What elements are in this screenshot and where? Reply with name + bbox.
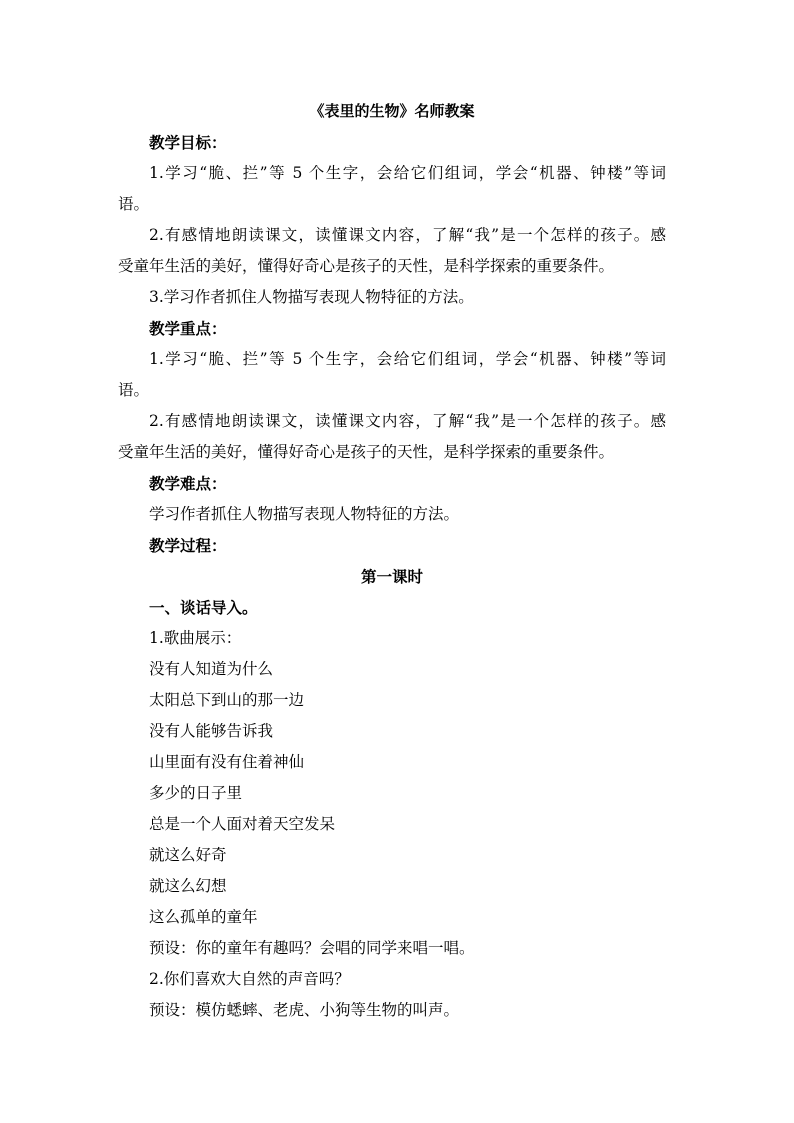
song-line: 多少的日子里 <box>149 784 243 802</box>
key-point-1-line-1: 1.学习“脆、拦”等 5 个生字，会给它们组词，学会“机器、钟楼”等词 <box>149 350 666 368</box>
song-line: 这么孤单的童年 <box>149 908 258 926</box>
lesson-title: 第一课时 <box>360 567 423 586</box>
song-line: 山里面有没有住着神仙 <box>149 753 305 771</box>
key-points-heading: 教学重点： <box>149 319 227 338</box>
preset-1: 预设：你的童年有趣吗？会唱的同学来唱一唱。 <box>149 939 475 957</box>
song-intro: 1.歌曲展示： <box>149 629 242 647</box>
objectives-heading: 教学目标： <box>149 133 227 152</box>
key-point-1-line-2: 语。 <box>118 381 150 399</box>
objective-1-line-1: 1.学习“脆、拦”等 5 个生字，会给它们组词，学会“机器、钟楼”等词 <box>149 164 666 182</box>
document-page <box>118 96 666 1026</box>
document-title: 《表里的生物》名师教案 <box>309 102 475 120</box>
question-2: 2.你们喜欢大自然的声音吗？ <box>149 970 350 988</box>
difficulty-text: 学习作者抓住人物描写表现人物特征的方法。 <box>149 505 460 523</box>
song-line: 没有人知道为什么 <box>149 660 274 678</box>
song-line: 总是一个人面对着天空发呆 <box>149 815 336 833</box>
key-point-2-line-1: 2.有感情地朗读课文，读懂课文内容，了解“我”是一个怎样的孩子。感 <box>149 412 666 430</box>
key-point-2-line-2: 受童年生活的美好，懂得好奇心是孩子的天性，是科学探索的重要条件。 <box>118 443 615 461</box>
song-line: 太阳总下到山的那一边 <box>149 691 305 709</box>
objective-1-line-2: 语。 <box>118 195 150 213</box>
process-heading: 教学过程： <box>149 536 227 555</box>
song-line: 就这么好奇 <box>149 846 227 864</box>
objective-2-line-1: 2.有感情地朗读课文，读懂课文内容，了解“我”是一个怎样的孩子。感 <box>149 226 666 244</box>
difficulty-heading: 教学难点： <box>149 474 227 493</box>
objective-3-line-1: 3.学习作者抓住人物描写表现人物特征的方法。 <box>149 288 474 306</box>
objective-2-line-2: 受童年生活的美好，懂得好奇心是孩子的天性，是科学探索的重要条件。 <box>118 257 615 275</box>
song-line: 就这么幻想 <box>149 877 227 895</box>
preset-2: 预设：模仿蟋蟀、老虎、小狗等生物的叫声。 <box>149 1001 460 1019</box>
section-1-heading: 一、谈话导入。 <box>149 598 258 617</box>
song-line: 没有人能够告诉我 <box>149 722 274 740</box>
